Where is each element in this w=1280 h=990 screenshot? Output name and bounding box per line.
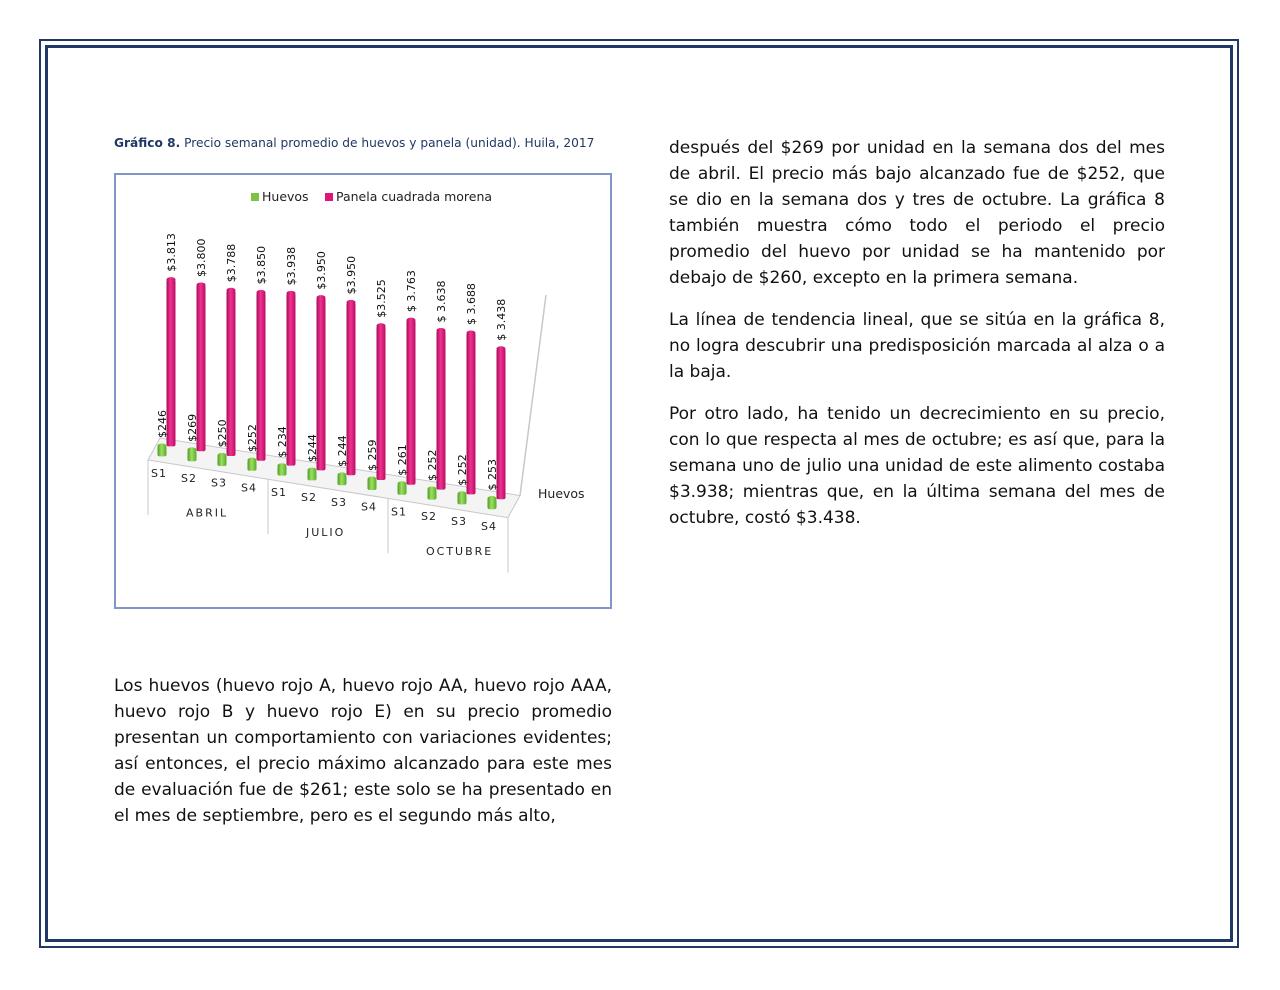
- bar-panela-top: [317, 295, 326, 300]
- tick-label-week: S2: [181, 471, 197, 485]
- bar-huevos-top: [338, 472, 347, 477]
- data-label-panela: $ 3.763: [405, 270, 418, 313]
- bar-huevos-top: [218, 453, 227, 458]
- tick-label-week: S2: [421, 510, 437, 524]
- data-label-panela: $ 3.438: [495, 298, 508, 341]
- data-label-huevos: $ 259: [366, 439, 379, 472]
- bar-panela-top: [257, 290, 266, 295]
- tick-label-week: S1: [391, 505, 407, 519]
- bar-panela-top: [407, 318, 416, 323]
- bar-huevos-top: [188, 447, 197, 452]
- data-label-panela: $3.788: [225, 243, 238, 283]
- bar-huevos-top: [368, 477, 377, 482]
- group-label: OCTUBRE: [426, 545, 494, 558]
- left-text-column: [114, 673, 612, 845]
- bar-huevos-top: [248, 458, 257, 463]
- tick-label-week: S3: [451, 515, 467, 528]
- legend-swatch-huevos: [251, 193, 259, 201]
- caption-label: Gráfico 8.: [114, 136, 181, 150]
- bar-huevos-top: [488, 496, 497, 501]
- data-label-huevos: $244: [306, 434, 319, 463]
- chart-caption: [114, 136, 614, 150]
- data-label-panela: $3.950: [315, 251, 328, 290]
- paragraph: después del $269 por unidad en la semana dos del mes de abril. El precio más bajo alcanzado fue de $252, que se dio en la semana dos y tres de octubre. La gráfica 8 también muestra cómo todo el periodo el precio promedio del huevo por unidad se ha mantenido por debajo de $260, excepto en la primera semana.: [669, 138, 1165, 288]
- bar-huevos-top: [158, 443, 167, 448]
- caption-text: Precio semanal promedio de huevos y panela (unidad). Huila, 2017: [184, 136, 595, 150]
- bar-panela-top: [197, 282, 206, 287]
- data-label-huevos: $ 252: [456, 454, 469, 486]
- chart-container: [114, 173, 612, 609]
- data-label-panela: $ 3.638: [435, 280, 448, 323]
- data-label-huevos: $ 253: [486, 458, 499, 491]
- data-label-panela: $3.800: [195, 238, 208, 277]
- data-label-panela: $3.813: [165, 233, 178, 272]
- bar-panela-top: [167, 277, 176, 282]
- paragraph: Por otro lado, ha tenido un decrecimiento en su precio, con lo que respecta al mes de octubre; es así que, para la semana uno de julio una unidad de este alimento costaba $3.938; mientras que, en la última semana del mes de octubre, costó $3.438.: [669, 404, 1165, 528]
- legend-swatch-panela: [325, 193, 333, 201]
- bar-huevos-top: [458, 491, 467, 496]
- data-label-huevos: $ 234: [276, 426, 289, 458]
- bar-panela-top: [287, 291, 296, 296]
- bar-panela-top: [467, 331, 476, 336]
- paragraph: Los huevos (huevo rojo A, huevo rojo AA, huevo rojo AAA, huevo rojo B y huevo rojo E) en su precio promedio presentan un comportamiento con variaciones evidentes; así entonces, el precio máximo alcanzado para este mes de evaluación fue de $261; este solo se ha presentado en el mes de septiembre, pero es el segundo más alto,: [114, 676, 612, 826]
- tick-label-week: S1: [151, 467, 167, 480]
- tick-label-week: S4: [241, 481, 257, 495]
- tick-label-week: S1: [271, 486, 287, 500]
- data-label-panela: $3.525: [375, 279, 388, 318]
- data-label-huevos: $ 261: [396, 444, 409, 476]
- bar-huevos-top: [428, 486, 437, 491]
- tick-label-week: S2: [301, 491, 317, 504]
- data-label-huevos: $252: [246, 424, 259, 453]
- group-label: ABRIL: [186, 506, 229, 520]
- data-label-panela: $ 3.688: [465, 283, 478, 326]
- bar-huevos-top: [278, 463, 287, 468]
- bar-chart: [116, 175, 610, 607]
- paragraph: La línea de tendencia lineal, que se sitúa en la gráfica 8, no logra descubrir una predisposición marcada al alza o a la baja.: [669, 310, 1165, 382]
- data-label-panela: $3.950: [345, 255, 358, 295]
- data-label-huevos: $ 252: [426, 449, 439, 481]
- data-label-huevos: $250: [216, 419, 229, 448]
- data-label-panela: $3.938: [285, 246, 298, 286]
- bar-huevos-top: [398, 481, 407, 486]
- data-label-panela: $3.850: [255, 245, 268, 285]
- depth-axis-label: Huevos: [538, 486, 585, 501]
- legend-label-huevos: Huevos: [262, 189, 309, 204]
- bar-panela-top: [377, 323, 386, 328]
- right-text-column: [669, 135, 1165, 547]
- bar-panela-top: [437, 328, 446, 333]
- tick-label-week: S3: [331, 495, 347, 509]
- tick-label-week: S3: [211, 476, 227, 490]
- data-label-huevos: $269: [186, 413, 199, 442]
- back-wall-edge: [520, 295, 546, 496]
- group-label: JULIO: [306, 525, 346, 539]
- data-label-huevos: $ 244: [336, 435, 349, 467]
- bar-panela-top: [347, 300, 356, 305]
- legend-label-panela: Panela cuadrada morena: [336, 189, 493, 204]
- bar-huevos-top: [308, 468, 317, 473]
- bar-panela-top: [497, 346, 506, 351]
- bar-panela-top: [227, 288, 236, 293]
- data-label-huevos: $246: [156, 409, 169, 438]
- tick-label-week: S4: [481, 519, 497, 533]
- tick-label-week: S4: [361, 500, 377, 514]
